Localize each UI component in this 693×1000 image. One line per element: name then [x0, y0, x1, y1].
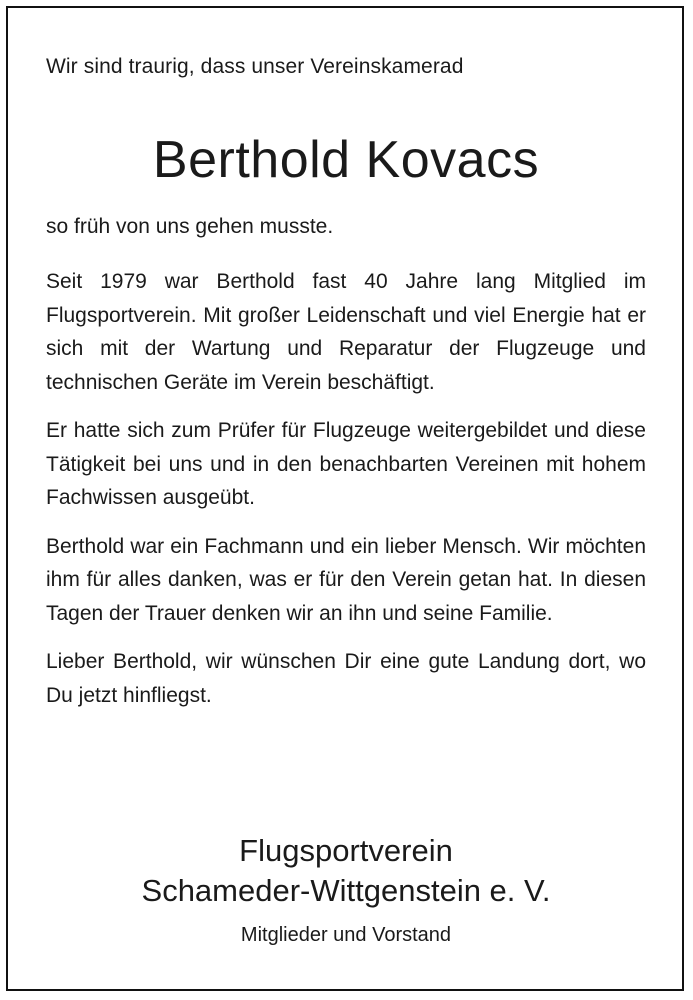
intro-text: Wir sind traurig, dass unser Vereinskamerad — [46, 55, 464, 78]
club-location: Schameder-Wittgenstein e. V. — [141, 873, 551, 908]
signatories: Mitglieder und Vorstand — [240, 924, 452, 946]
paragraph-thanks: Berthold war ein Fachmann und ein lieber Mensch. Wir möchten ihm für alles danken, was er für den Verein getan hat. In diesen Tagen der Trauer denken wir an ihn und seine Familie. — [46, 534, 646, 625]
paragraph-inspector: Er hatte sich zum Prüfer für Flugzeuge weitergebildet und diese Tätigkeit bei uns und in den benachbarten Vereinen mit hohem Fachwissen ausgeübt. — [46, 419, 646, 509]
club-name: Flugsportverein — [239, 833, 453, 868]
paragraph-membership: Seit 1979 war Berthold fast 40 Jahre lang Mitglied im Flugsportverein. Mit großer Leidenschaft und viel Energie hat er sich mit der Wartung und Reparatur der Flugzeuge und technischen Geräte im Verein beschäftigt. — [46, 270, 646, 394]
paragraph-farewell: Lieber Berthold, wir wünschen Dir eine gute Landung dort, wo Du jetzt hinfliegst. — [46, 650, 646, 707]
after-name-text: so früh von uns gehen musste. — [46, 215, 334, 238]
deceased-name: Berthold Kovacs — [152, 131, 540, 189]
obituary-body — [46, 52, 646, 712]
